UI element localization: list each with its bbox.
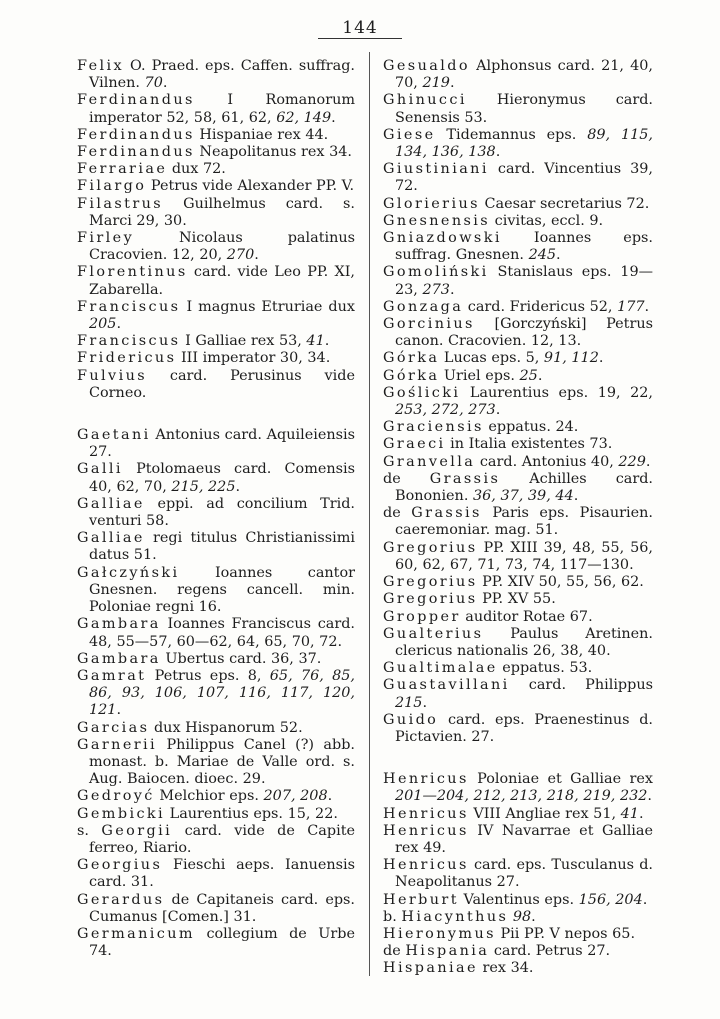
index-entry	[77, 823, 355, 857]
entry-text: .	[116, 316, 122, 333]
entry-text: Paris eps. Pisaurien. caeremoniar. mag. 51.	[395, 505, 653, 539]
index-entry	[77, 530, 355, 564]
index-entry	[383, 58, 653, 92]
index-entry	[77, 806, 355, 823]
index-entry	[383, 677, 653, 711]
entry-page-refs-italic: 245	[528, 247, 557, 264]
entry-text: PP. XIV 50, 55, 56, 62.	[482, 574, 644, 591]
entry-page-refs-italic: 270	[226, 247, 255, 264]
entry-headword: Georgii	[101, 822, 173, 839]
index-entry	[383, 892, 653, 909]
index-entry	[383, 505, 653, 539]
entry-page-refs-italic: 215, 225	[171, 478, 236, 495]
entry-headword: Garcias	[77, 719, 150, 736]
entry-headword: Grassis	[429, 470, 501, 487]
entry-headword: Gualtimalae	[383, 660, 498, 677]
index-entry	[383, 857, 653, 891]
index-entry	[77, 144, 355, 161]
index-entry	[77, 299, 355, 333]
entry-text: Petrus vide Alexander PP. V.	[150, 178, 355, 195]
entry-text: eppatus. 24.	[488, 419, 579, 436]
entry-text: card. Perusinus vide Corneo.	[89, 367, 355, 401]
entry-text: I Galliae rex 53,	[185, 333, 307, 350]
index-entry	[77, 651, 355, 668]
entry-text: Antonius card. Aquileiensis 27.	[89, 427, 355, 461]
entry-text: card. vide Leo PP. XI, Zabarella.	[89, 264, 356, 298]
index-entry	[77, 368, 355, 402]
index-entry	[383, 771, 653, 805]
entry-text: card. eps. Tusculanus d. Neapolitanus 27.	[395, 857, 653, 891]
entry-headword: Hieronymus	[383, 925, 496, 942]
entry-headword: Gnesnensis	[383, 212, 491, 229]
entry-headword: Gembicki	[77, 805, 166, 822]
entry-headword: Ghinucci	[383, 92, 467, 109]
index-entry	[77, 161, 355, 178]
entry-headword: Fulvius	[77, 367, 148, 384]
entry-text: Nicolaus palatinus Cracovien. 12, 20,	[89, 230, 355, 264]
entry-text: Neapolitanus rex 34.	[199, 144, 352, 161]
entry-headword: Gaetani	[77, 427, 151, 444]
entry-text: Philippus Canel (?) abb. monast. b. Mariae de Valle ord. s. Aug. Baiocen. dioec. 29.	[89, 736, 356, 788]
entry-headword: Guido	[383, 711, 439, 728]
index-entry	[77, 58, 355, 92]
index-entry	[383, 609, 653, 626]
index-entry	[77, 857, 355, 891]
entry-text: Ubertus card. 36, 37.	[165, 650, 322, 667]
entry-text: .	[235, 478, 241, 495]
index-entry	[383, 213, 653, 230]
entry-headword: Giustiniani	[383, 161, 489, 178]
index-entry	[77, 230, 355, 264]
entry-text: dux Hispanorum 52.	[153, 719, 303, 736]
entry-headword: Henricus	[383, 822, 469, 839]
entry-page-refs-italic: 253, 272, 273	[395, 402, 496, 419]
index-entry	[383, 92, 653, 126]
entry-text: Achilles card. Bononien.	[395, 470, 654, 505]
entry-text: .	[327, 788, 333, 805]
entry-text: Pii PP. V nepos 65.	[500, 925, 636, 942]
entry-text: PP. XIII 39, 48, 55, 56, 60, 62, 67, 71, 73, 74, 117—130.	[395, 539, 653, 573]
entry-headword: Guastavillani	[383, 677, 510, 694]
entry-text: Laurentius eps. 19, 22,	[469, 384, 653, 401]
index-entry	[383, 471, 653, 505]
index-entry	[77, 427, 355, 461]
entry-text: Valentinus eps.	[463, 891, 579, 908]
index-entry	[383, 161, 653, 195]
index-entry	[383, 591, 653, 608]
index-entry	[383, 385, 653, 419]
page-number: 144	[342, 18, 378, 38]
entry-headword: Galli	[77, 461, 123, 478]
entry-text: .	[116, 702, 122, 719]
entry-headword: Gregorius	[383, 574, 478, 591]
entry-headword: Henricus	[383, 805, 469, 822]
entry-headword: Hispaniae	[383, 960, 478, 977]
entry-text: Ptolomaeus card. Comensis 40, 62, 70,	[89, 461, 355, 495]
entry-headword: Glorierius	[383, 195, 480, 212]
entry-page-refs-italic: 219	[422, 75, 450, 92]
entry-text: .	[254, 247, 259, 264]
entry-headword: Herburt	[383, 891, 459, 908]
entry-page-refs-italic: 41	[620, 805, 639, 822]
entry-headword: Grassis	[411, 505, 482, 522]
entry-text: I magnus Etruriae dux	[186, 298, 355, 315]
entry-text: .	[573, 488, 579, 505]
entry-prefix: de	[383, 943, 406, 960]
index-entry	[383, 299, 653, 316]
entry-text: .	[449, 281, 455, 298]
entry-text: Hieronymus card. Senensis 53.	[395, 92, 653, 126]
entry-headword: Filastrus	[77, 195, 164, 212]
entry-headword: Graeci	[383, 436, 446, 453]
entry-text: [Gorczyński] Petrus canon. Cracovien. 12, 13.	[395, 316, 653, 350]
entry-text: card. Fridericus 52,	[467, 298, 618, 315]
index-entry	[383, 626, 653, 660]
entry-headword: Gesualdo	[383, 58, 470, 74]
index-entry	[383, 943, 653, 960]
entry-headword: Gropper	[383, 608, 461, 625]
index-entry	[77, 350, 355, 367]
index-column-left	[77, 58, 355, 960]
entry-text: card. vide de Capite ferreo, Riario.	[89, 822, 356, 856]
entry-text: card. Antonius 40,	[479, 453, 619, 470]
entry-text: .	[642, 891, 648, 908]
index-entry	[383, 712, 653, 746]
index-entry	[383, 960, 653, 977]
entry-headword: Henricus	[383, 771, 469, 788]
entry-headword: Gamrat	[77, 667, 147, 684]
entry-text: Paulus Aretinen. clericus nationalis 26, 38, 40.	[395, 625, 654, 659]
entry-text: .	[537, 367, 543, 384]
index-entry	[383, 909, 653, 926]
entry-headword: Górka	[383, 350, 440, 367]
index-entry	[383, 660, 653, 677]
entry-text: .	[645, 453, 651, 470]
entry-text: card. Vincentius 39, 72.	[395, 161, 654, 195]
entry-text: Poloniae et Galliae rex	[477, 771, 653, 788]
entry-headword: Felix	[77, 58, 125, 74]
entry-text: card. Philippus	[528, 677, 654, 694]
entry-headword: Gedroyć	[77, 788, 155, 805]
entry-text: de Capitaneis card. eps. Cumanus [Comen.] 31.	[89, 891, 356, 925]
entry-text: .	[495, 402, 501, 419]
entry-text: PP. XV 55.	[482, 591, 556, 608]
entry-text: .	[531, 908, 536, 925]
entry-headword: Giese	[383, 126, 436, 143]
index-entry	[77, 92, 355, 126]
index-entry	[77, 264, 355, 298]
entry-prefix: de	[383, 505, 412, 522]
entry-prefix: de	[383, 470, 430, 487]
entry-text: I Romanorum imperator 52, 58, 61, 62,	[89, 92, 355, 126]
entry-text: Uriel eps.	[443, 367, 520, 384]
entry-headword: Henricus	[383, 857, 469, 874]
entry-headword: Garnerii	[77, 736, 158, 753]
entry-text: card. Petrus 27.	[493, 943, 611, 960]
entry-headword: Gałczyński	[77, 564, 180, 581]
entry-page-refs-italic: 25	[519, 367, 538, 384]
entry-text: .	[422, 694, 428, 711]
entry-text: .	[556, 247, 561, 264]
entry-page-refs-italic: 65, 76, 85, 86, 93, 106, 107, 116, 117, 120, 121	[89, 667, 355, 719]
index-entry	[77, 926, 355, 960]
entry-text: .	[647, 788, 652, 805]
entry-page-refs-italic: 41	[306, 333, 325, 350]
entry-page-refs-italic: 91, 112	[543, 350, 599, 367]
index-entry	[383, 926, 653, 943]
entry-text: civitas, eccl. 9.	[494, 212, 604, 229]
entry-page-refs-italic: 98	[512, 908, 532, 925]
index-entry	[77, 496, 355, 530]
entry-page-refs-italic: 201—204, 212, 213, 218, 219, 232	[395, 788, 648, 805]
entry-headword: Fridericus	[77, 350, 177, 367]
entry-text: Stanislaus eps. 19—23,	[395, 264, 654, 298]
index-entry	[383, 230, 653, 264]
entry-headword: Hiacynthus	[401, 908, 509, 925]
entry-page-refs-italic: 156, 204	[578, 891, 643, 908]
index-entry	[77, 616, 355, 650]
entry-text: in Italia existentes 73.	[450, 436, 613, 453]
entry-text: .	[598, 350, 604, 367]
entry-text: Ioannes cantor Gnesnen. regens cancell. min. Poloniae regni 16.	[89, 564, 355, 616]
entry-page-refs-italic: 205	[89, 316, 117, 333]
entry-headword: Gregorius	[383, 539, 478, 556]
entry-text: rex 34.	[482, 960, 534, 977]
entry-headword: Filargo	[77, 178, 147, 195]
entry-text: IV Navarrae et Galliae rex 49.	[395, 822, 653, 856]
index-entry	[383, 823, 653, 857]
index-entry	[383, 350, 653, 367]
entry-text: Hispaniae rex 44.	[199, 126, 329, 143]
column-divider	[369, 52, 370, 976]
entry-headword: Górka	[383, 367, 440, 384]
entry-prefix: b.	[383, 908, 402, 925]
index-entry	[383, 316, 653, 350]
entry-text: Melchior eps.	[159, 788, 264, 805]
entry-text: dux 72.	[171, 161, 226, 178]
index-entry	[77, 461, 355, 495]
entry-text: card. eps. Praenestinus d. Pictavien. 27.	[395, 711, 654, 745]
index-entry	[383, 436, 653, 453]
entry-page-refs-italic: 177	[617, 298, 645, 315]
entry-text: Caesar secretarius 72.	[484, 195, 650, 212]
entry-text: eppi. ad concilium Trid. venturi 58.	[89, 495, 355, 530]
entry-page-refs-italic: 273	[422, 281, 450, 298]
entry-headword: Granvella	[383, 453, 476, 470]
entry-prefix: s.	[77, 822, 102, 839]
index-entry	[77, 127, 355, 144]
entry-text: Tidemannus eps.	[446, 126, 588, 143]
entry-headword: Franciscus	[77, 333, 181, 350]
entry-headword: Georgius	[77, 857, 163, 874]
entry-text: O. Praed. eps. Caffen. suffrag. Vilnen.	[89, 58, 355, 92]
entry-headword: Gniazdowski	[383, 230, 502, 247]
entry-headword: Gomoliński	[383, 264, 489, 281]
entry-text: Laurentius eps. 15, 22.	[169, 805, 338, 822]
index-entry	[383, 806, 653, 823]
entry-headword: Franciscus	[77, 298, 181, 315]
entry-headword: Germanicum	[77, 925, 195, 942]
entry-text: .	[324, 333, 330, 350]
index-entry	[383, 454, 653, 471]
entry-headword: Galliae	[77, 495, 145, 512]
entry-page-refs-italic: 70	[144, 75, 163, 92]
entry-headword: Gambara	[77, 650, 161, 667]
entry-headword: Gregorius	[383, 591, 478, 608]
index-entry	[77, 892, 355, 926]
entry-text: auditor Rotae 67.	[465, 608, 593, 625]
entry-headword: Gerardus	[77, 891, 165, 908]
index-entry	[77, 737, 355, 789]
index-entry	[383, 196, 653, 213]
entry-text: Petrus eps. 8,	[154, 667, 270, 684]
entry-text: .	[638, 805, 644, 822]
index-entry	[77, 788, 355, 805]
entry-text: regi titulus Christianissimi datus 51.	[89, 530, 356, 564]
entry-headword: Gualterius	[383, 625, 484, 642]
entry-text: collegium de Urbe 74.	[89, 925, 355, 960]
entry-headword: Ferrariae	[77, 161, 168, 178]
entry-text: .	[331, 109, 336, 126]
index-entry	[77, 333, 355, 350]
entry-page-refs-italic: 62, 149	[276, 109, 332, 126]
entry-headword: Galliae	[77, 530, 145, 547]
entry-text: Fieschi aeps. Ianuensis card. 31.	[89, 857, 356, 891]
entry-headword: Ferdinandus	[77, 144, 195, 161]
index-entry	[77, 668, 355, 720]
entry-text: .	[162, 75, 168, 92]
entry-page-refs-italic: 89, 115, 134, 136, 138	[395, 126, 653, 161]
entry-text: Ioannes eps. suffrag. Gnesnen.	[395, 230, 653, 264]
index-entry	[77, 565, 355, 617]
entry-page-refs-italic: 36, 37, 39, 44	[472, 488, 574, 505]
entry-text: .	[644, 298, 650, 315]
entry-headword: Ferdinandus	[77, 92, 195, 109]
index-entry	[383, 419, 653, 436]
entry-text: .	[449, 75, 455, 92]
entry-text: VIII Angliae rex 51,	[473, 805, 621, 822]
entry-headword: Graciensis	[383, 419, 484, 436]
page-number-rule	[318, 38, 402, 39]
entry-headword: Gonzaga	[383, 298, 464, 315]
index-entry	[383, 540, 653, 574]
entry-page-refs-italic: 215	[395, 694, 423, 711]
entry-headword: Ferdinandus	[77, 126, 195, 143]
index-entry	[383, 368, 653, 385]
entry-headword: Gambara	[77, 616, 161, 633]
index-entry	[77, 720, 355, 737]
index-column-right	[383, 58, 653, 978]
entry-headword: Firley	[77, 230, 135, 247]
entry-headword: Gorcinius	[383, 316, 475, 333]
index-entry	[77, 178, 355, 195]
index-entry	[383, 264, 653, 298]
entry-headword: Hispania	[405, 943, 490, 960]
entry-page-refs-italic: 207, 208	[263, 788, 328, 805]
index-entry	[77, 196, 355, 230]
entry-text: eppatus. 53.	[502, 660, 593, 677]
entry-headword: Goślicki	[383, 384, 461, 401]
index-entry	[383, 127, 653, 161]
entry-text: Lucas eps. 5,	[443, 350, 544, 367]
entry-text: Alphonsus card. 21, 40, 70,	[395, 58, 653, 92]
index-entry	[383, 574, 653, 591]
entry-headword: Florentinus	[77, 264, 188, 281]
entry-text: Guilhelmus card. s. Marci 29, 30.	[89, 195, 355, 229]
entry-page-refs-italic: 229	[618, 453, 646, 470]
entry-text: .	[495, 144, 501, 161]
entry-text: III imperator 30, 34.	[180, 350, 331, 367]
entry-text: Ioannes Franciscus card. 48, 55—57, 60—62, 64, 65, 70, 72.	[89, 616, 356, 650]
